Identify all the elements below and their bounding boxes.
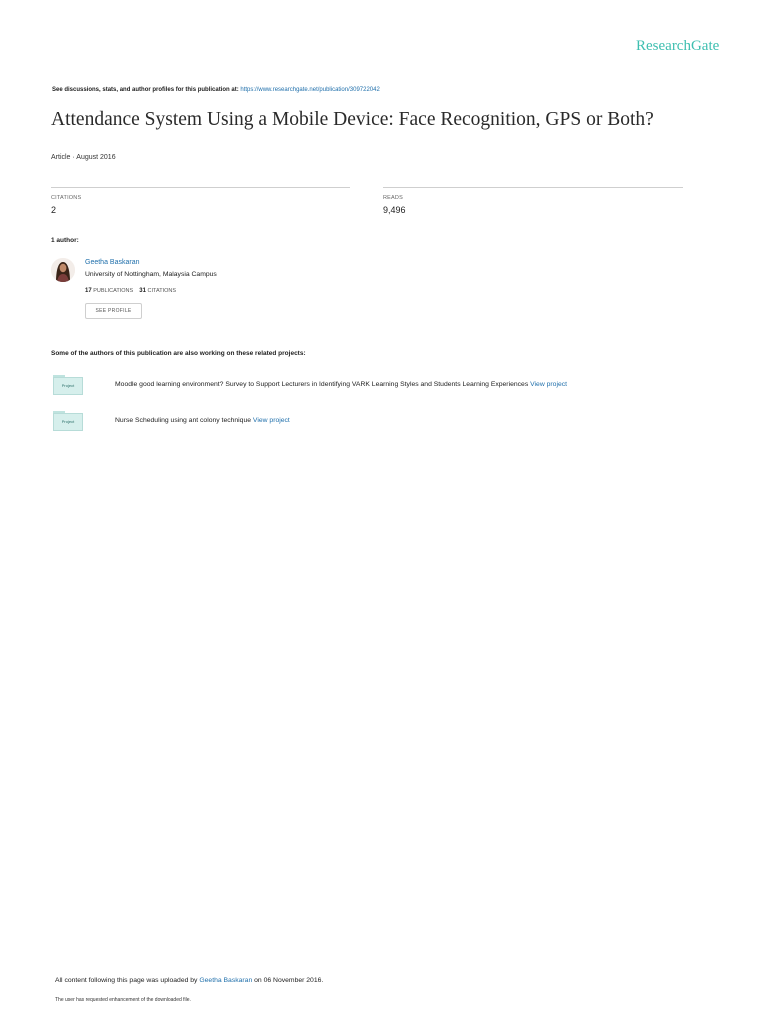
project-title: Moodle good learning environment? Survey to Support Lecturers in Identifying VARK Learning Styles and Students Learning Experiences bbox=[115, 381, 529, 388]
project-folder-icon[interactable] bbox=[53, 375, 83, 395]
discussions-text: See discussions, stats, and author profiles for this publication at: bbox=[52, 87, 239, 93]
upload-prefix: All content following this page was uploaded by bbox=[55, 977, 198, 984]
uploader-link[interactable]: Geetha Baskaran bbox=[199, 977, 253, 984]
related-projects-heading: Some of the authors of this publication are also working on these related projects: bbox=[51, 350, 306, 357]
enhancement-note: The user has requested enhancement of the downloaded file. bbox=[55, 997, 191, 1003]
author-name-link[interactable]: Geetha Baskaran bbox=[85, 259, 140, 266]
publication-title: Attendance System Using a Mobile Device: Face Recognition, GPS or Both? bbox=[51, 109, 654, 130]
author-stats bbox=[85, 288, 176, 294]
upload-suffix: on 06 November 2016. bbox=[254, 977, 324, 984]
publication-url-link[interactable]: https://www.researchgate.net/publication/309722042 bbox=[240, 87, 380, 93]
discussions-line bbox=[52, 87, 380, 93]
project-item bbox=[115, 381, 567, 388]
project-item bbox=[115, 417, 290, 424]
author-avatar[interactable] bbox=[51, 258, 75, 282]
authors-heading: 1 author: bbox=[51, 237, 79, 244]
project-icon-label: Project bbox=[61, 383, 75, 388]
reads-value: 9,496 bbox=[383, 205, 406, 215]
view-project-link[interactable]: View project bbox=[252, 417, 290, 424]
see-profile-button[interactable]: SEE PROFILE bbox=[85, 303, 142, 319]
upload-info bbox=[55, 977, 323, 984]
author-affiliation: University of Nottingham, Malaysia Campus bbox=[85, 271, 217, 278]
author-publications-count: 17 bbox=[85, 288, 92, 294]
reads-label: READS bbox=[383, 195, 403, 201]
view-project-link[interactable]: View project bbox=[530, 381, 568, 388]
researchgate-logo[interactable]: ResearchGate bbox=[636, 38, 720, 54]
project-folder-icon[interactable] bbox=[53, 411, 83, 431]
author-publications-label: PUBLICATIONS bbox=[93, 288, 134, 294]
citations-label: CITATIONS bbox=[51, 195, 82, 201]
author-citations-count: 31 bbox=[139, 288, 146, 294]
reads-divider bbox=[383, 187, 683, 188]
citations-divider bbox=[51, 187, 350, 188]
article-type-date: Article · August 2016 bbox=[51, 154, 116, 161]
project-icon-label: Project bbox=[61, 419, 75, 424]
citations-value: 2 bbox=[51, 205, 57, 215]
project-title: Nurse Scheduling using ant colony technique bbox=[115, 417, 252, 424]
author-citations-label: CITATIONS bbox=[147, 288, 177, 294]
